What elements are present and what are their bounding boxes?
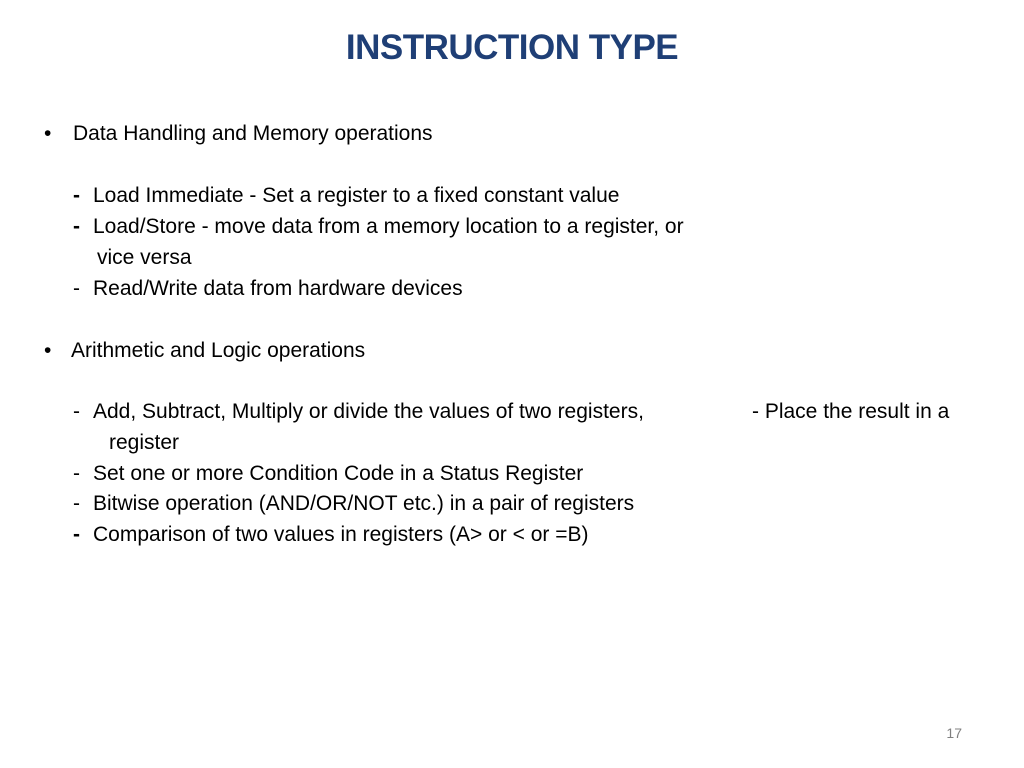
dash-icon: -	[73, 523, 80, 546]
list-item: Comparison of two values in registers (A> or < or =B)	[93, 523, 589, 546]
list-item: Set one or more Condition Code in a Status Register	[93, 462, 584, 485]
dash-icon: -	[73, 184, 80, 207]
dash-icon: -	[73, 277, 80, 300]
list-item-continuation: vice versa	[97, 246, 192, 269]
slide-title: INSTRUCTION TYPE	[345, 28, 679, 67]
list-item-continuation: register	[109, 431, 180, 454]
list-item: Load/Store - move data from a memory location to a register, or	[93, 215, 684, 238]
dash-icon: -	[73, 462, 80, 485]
section-heading-arithmetic-logic: Arithmetic and Logic operations	[71, 339, 366, 362]
list-item: Load Immediate - Set a register to a fixed constant value	[93, 184, 620, 207]
section-heading-data-handling: Data Handling and Memory operations	[73, 122, 433, 145]
dash-icon: -	[73, 492, 80, 515]
dash-icon: -	[73, 215, 80, 238]
bullet-icon: •	[44, 339, 52, 362]
list-item: Add, Subtract, Multiply or divide the values of two registers,	[93, 400, 644, 423]
bullet-icon: •	[44, 122, 52, 145]
list-item: Read/Write data from hardware devices	[93, 277, 463, 300]
list-item-trailing: - Place the result in a	[752, 400, 950, 423]
dash-icon: -	[73, 400, 80, 423]
page-number: 17	[946, 725, 962, 741]
list-item: Bitwise operation (AND/OR/NOT etc.) in a pair of registers	[93, 492, 635, 515]
